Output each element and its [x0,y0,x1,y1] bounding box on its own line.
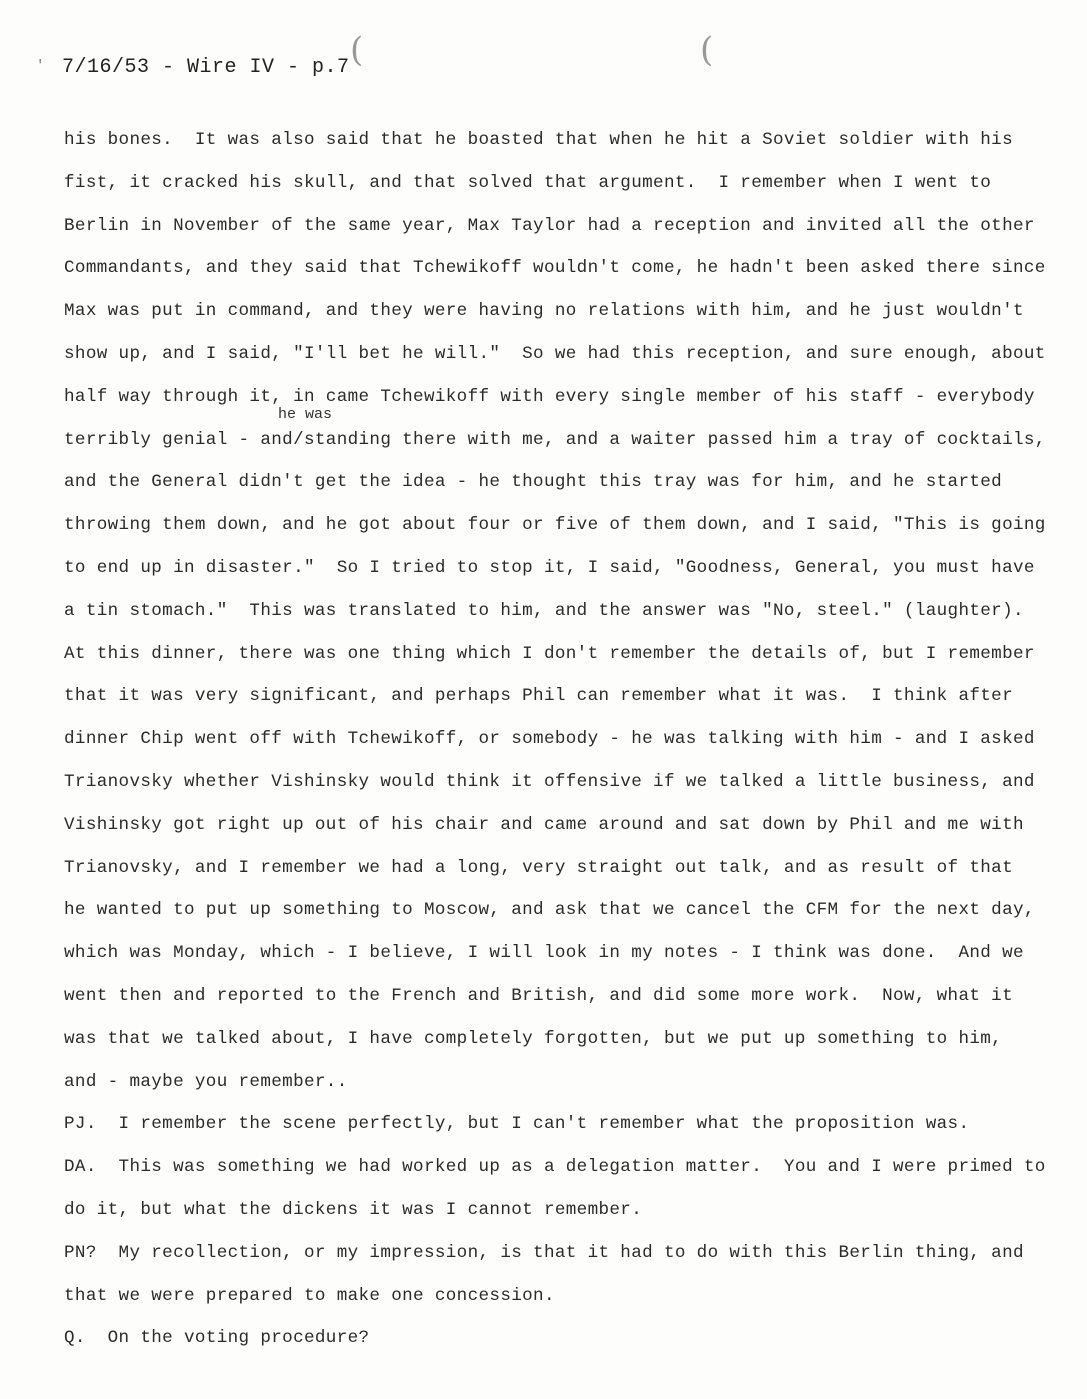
text-line: and the General didn't get the idea - he thought this tray was for him, and he started [64,472,1003,493]
text-line: to end up in disaster." So I tried to stop it, I said, "Goodness, General, you must have [64,557,1035,578]
transcript-body [64,126,1044,1367]
text-line: Trianovsky, and I remember we had a long, very straight out talk, and as result of that [64,857,1013,878]
page-header: 7/16/53 - Wire IV - p.7 [62,56,350,79]
text-line: Vishinsky got right up out of his chair and came around and sat down by Phil and me with [64,814,1024,835]
text-line: throwing them down, and he got about four or five of them down, and I said, "This is going [64,515,1046,536]
text-line: that we were prepared to make one concession. [64,1285,555,1306]
binder-hole-mark-left: ( [350,30,364,70]
text-line: and - maybe you remember.. [64,1071,348,1092]
text-line: went then and reported to the French and British, and did some more work. Now, what it [64,985,1013,1006]
speaker-line-q: Q. On the voting procedure? [64,1328,370,1349]
margin-mark: ' [36,58,45,74]
text-line: a tin stomach." This was translated to him, and the answer was "No, steel." (laughter). [64,600,1024,621]
speaker-line-pj: PJ. I remember the scene perfectly, but I can't remember what the proposition was. [64,1114,970,1135]
binder-hole-mark-right: ( [700,30,714,70]
text-line: that it was very significant, and perhaps Phil can remember what it was. I think after [64,686,1013,707]
text-line: Max was put in command, and they were having no relations with him, and he just wouldn't [64,301,1024,322]
text-line: he wanted to put up something to Moscow, and ask that we cancel the CFM for the next day, [64,900,1035,921]
text-line: At this dinner, there was one thing which I don't remember the details of, but I remember [64,643,1035,664]
text-line: was that we talked about, I have completely forgotten, but we put up something to him, [64,1028,1003,1049]
text-line: Commandants, and they said that Tchewikoff wouldn't come, he hadn't been asked there since [64,258,1046,279]
text-line: Berlin in November of the same year, Max Taylor had a reception and invited all the other [64,215,1035,236]
text-line: do it, but what the dickens it was I cannot remember. [64,1199,643,1220]
text-line: fist, it cracked his skull, and that solved that argument. I remember when I went to [64,172,992,193]
text-line: show up, and I said, "I'll bet he will." So we had this reception, and sure enough, about [64,343,1046,364]
speaker-line-da: DA. This was something we had worked up as a delegation matter. You and I were primed to [64,1157,1046,1178]
text-line: which was Monday, which - I believe, I will look in my notes - I think was done. And we [64,943,1024,964]
interlinear-insert: he was [278,406,333,423]
speaker-line-pn: PN? My recollection, or my impression, is that it had to do with this Berlin thing, and [64,1242,1024,1263]
text-line: his bones. It was also said that he boasted that when he hit a Soviet soldier with his [64,130,1013,150]
text-line: half way through it, in came Tchewikoff with every single member of his staff - everybody [64,386,1035,407]
text-line: dinner Chip went off with Tchewikoff, or somebody - he was talking with him - and I asked [64,729,1035,750]
text-line: Trianovsky whether Vishinsky would think it offensive if we talked a little business, and [64,771,1035,792]
text-line: terribly genial - and/standing there with me, and a waiter passed him a tray of cocktails, [64,429,1046,450]
